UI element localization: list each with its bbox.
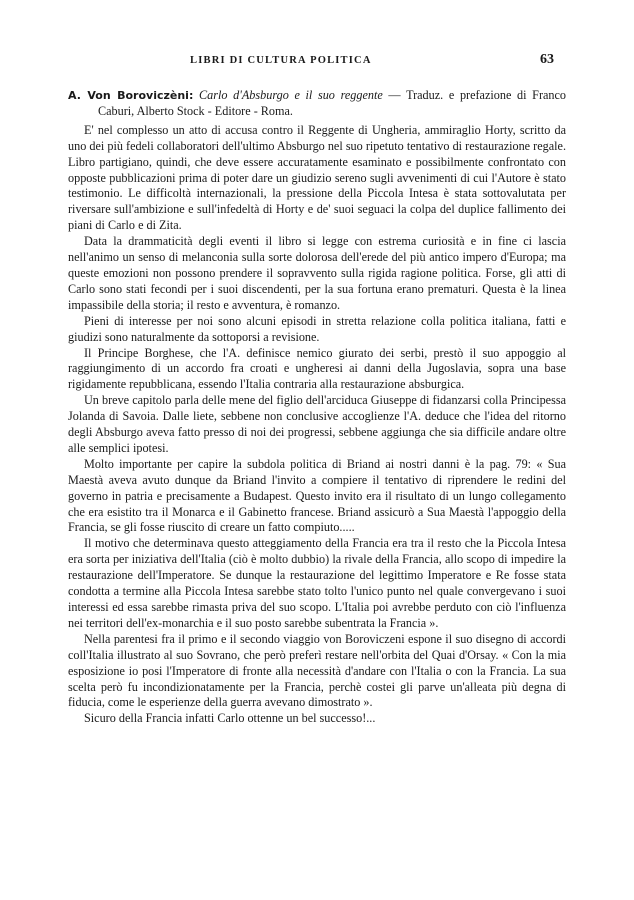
book-details: — Traduz. e prefazione di Franco Caburi, Alberto Stock - Editore - Roma. bbox=[98, 88, 567, 118]
page-number: 63 bbox=[540, 52, 554, 67]
book-entry bbox=[68, 88, 566, 120]
paragraph: Molto importante per capire la subdola politica di Briand ai nostri danni è la pag. 79: « Sua Maestà aveva avuto dunque da Briand l'invito a compiere il tentativo di riprendere le redini del governo in patria e precisamente a Budapest. Questo invito era il risultato di un lungo collegamento che era esistito tra il Monarca e il Gabinetto francese. Briand assicurò a Sua Maestà l'appoggio della Francia, se gli fosse riuscito di creare un fatto compiuto..... bbox=[68, 456, 566, 535]
page-header bbox=[70, 52, 554, 74]
book-author: A. Von Boroviczèni: bbox=[68, 89, 194, 102]
paragraph: Pieni di interesse per noi sono alcuni episodi in stretta relazione colla politica italiana, fatti e giudizi sono naturalmente da sottoporsi a revisione. bbox=[68, 313, 566, 344]
paragraph: E' nel complesso un atto di accusa contro il Reggente di Ungheria, ammiraglio Horty, scritto da uno dei più fedeli collaboratori dell'ultimo Absburgo nel suo ripetuto tentativo di restaurazione regale. Libro partigiano, quindi, che deve essere accuratamente esaminato e possibilmente confrontato con opposte pubblicazioni prima di poter dare un giudizio sereno sugli avvenimenti di cui l'Autore è stato testimonio. Le difficoltà internazionali, la pressione della Piccola Intesa è stata sottovalutata per riversare sull'ambizione e sull'infedeltà di Horty e de' suoi seguaci la colpa del duplice fallimento dei piani di Carlo e di Zita. bbox=[68, 122, 566, 233]
paragraph: Data la drammaticità degli eventi il libro si legge con estrema curiosità e in fine ci lascia nell'animo un senso di melanconia sulla sorte dolorosa dell'erede del più antico impero d'Europa; ma queste emozioni non possono prendere il sopravvento sulla rigida ragione politica. Forse, gli atti di Carlo sono stati fecondi per i suoi discendenti, per la sua fortuna erano prematuri. Questa è la linea impassibile della storia; il resto e avventura, è romanzo. bbox=[68, 234, 566, 312]
book-title: Carlo d'Absburgo e il suo reggente bbox=[199, 88, 383, 102]
paragraph: Il motivo che determinava questo atteggiamento della Francia era tra il resto che la Piccola Intesa era sorta per iniziativa dell'Italia (ciò è molto dubbio) la rivale della Francia, allo scopo di impedire la restaurazione dell'Imperatore. Se dunque la restaurazione del legittimo Imperatore e Re fosse stata condotta a termine alla Piccola Intesa sarebbe stato tolto l'unico punto nel quale convergevano i suoi interessi ed essa sarebbe rimasta priva del suo scopo. L'Italia poi avrebbe perduto con ciò l'influenza nei territori dell'ex-monarchia e il suo posto sarebbe subentrata la Francia ». bbox=[68, 536, 566, 630]
page-body bbox=[68, 88, 566, 727]
paragraph: Il Principe Borghese, che l'A. definisce nemico giurato dei serbi, prestò il suo appoggio al raggiungimento di un accordo fra croati e ungheresi ai danni della Jugoslavia, sopra una base rigidamente repubblicana, essendo l'Italia contraria alla restaurazione absburgica. bbox=[68, 345, 566, 392]
paragraph: Sicuro della Francia infatti Carlo ottenne un bel successo!... bbox=[84, 711, 376, 726]
paragraph: Nella parentesi fra il primo e il secondo viaggio von Boroviczeni espone il suo disegno di accordi coll'Italia illustrato al suo Sovrano, che però preferì restare nell'orbita del Quai d'Orsay. « Con la mia esposizione io posi l'Imperatore di fronte alla necessità d'andare con l'Italia o con la Francia. La sua scelta però fu incondizionatamente per la Francia, perchè costei gli parve un'alleata più degna di fiducia, come le esperienze della guerra avevano dimostrato ». bbox=[68, 631, 566, 710]
paragraph: Un breve capitolo parla delle mene del figlio dell'arciduca Giuseppe di fidanzarsi colla Principessa Jolanda di Savoia. Dalle liete, sebbene non conclusive accoglienze l'A. deduce che l'idea del ritorno degli Absburgo aveva fatto presso di noi dei progressi, sebbene aggiunga che sia difficile andare oltre alle semplici ipotesi. bbox=[68, 393, 566, 455]
running-title: LIBRI DI CULTURA POLITICA bbox=[190, 55, 372, 66]
